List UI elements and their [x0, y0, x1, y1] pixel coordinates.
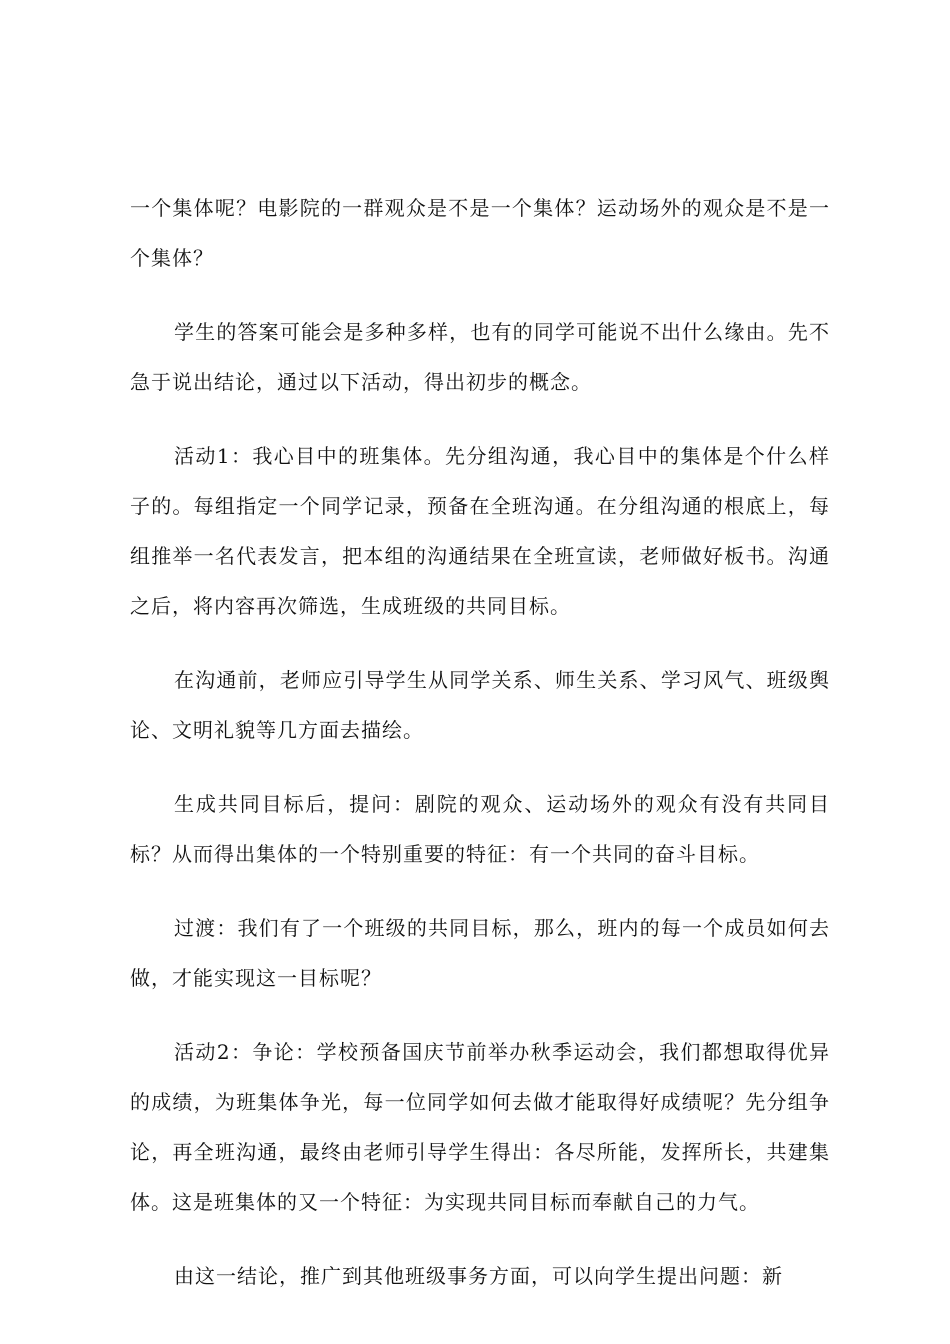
document-body: [130, 183, 830, 1325]
paragraph-conclusion: 由这一结论，推广到其他班级事务方面，可以向学生提出问题：新: [174, 1264, 783, 1288]
paragraph-activity-2: 活动2：争论：学校预备国庆节前举办秋季运动会，我们都想取得优异的成绩，为班集体争光，每一位同学如何去做才能取得好成绩呢？先分组争论，再全班沟通，最终由老师引导学生得出：各尽所能，发挥所长，共建集体。这是班集体的又一个特征：为实现共同目标而奉献自己的力气。: [130, 1040, 830, 1214]
paragraph-transition: 过渡：我们有了一个班级的共同目标，那么，班内的每一个成员如何去做，才能实现这一目标呢？: [130, 916, 830, 990]
paragraph-activity-1: 活动1：我心目中的班集体。先分组沟通，我心目中的集体是个什么样子的。每组指定一个同学记录，预备在全班沟通。在分组沟通的根底上，每组推举一名代表发言，把本组的沟通结果在全班宣读，老师做好板书。沟通之后，将内容再次筛选，生成班级的共同目标。: [130, 444, 830, 618]
paragraph-common-goal: 生成共同目标后，提问：剧院的观众、运动场外的观众有没有共同目标？从而得出集体的一个特别重要的特征：有一个共同的奋斗目标。: [130, 792, 830, 866]
paragraph-student-answers: 学生的答案可能会是多种多样，也有的同学可能说不出什么缘由。先不急于说出结论，通过以下活动，得出初步的概念。: [130, 320, 830, 394]
paragraph-continuation: 一个集体呢？电影院的一群观众是不是一个集体？运动场外的观众是不是一个集体？: [130, 196, 830, 270]
paragraph-guidance: 在沟通前，老师应引导学生从同学关系、师生关系、学习风气、班级舆论、文明礼貌等几方面去描绘。: [130, 668, 830, 742]
